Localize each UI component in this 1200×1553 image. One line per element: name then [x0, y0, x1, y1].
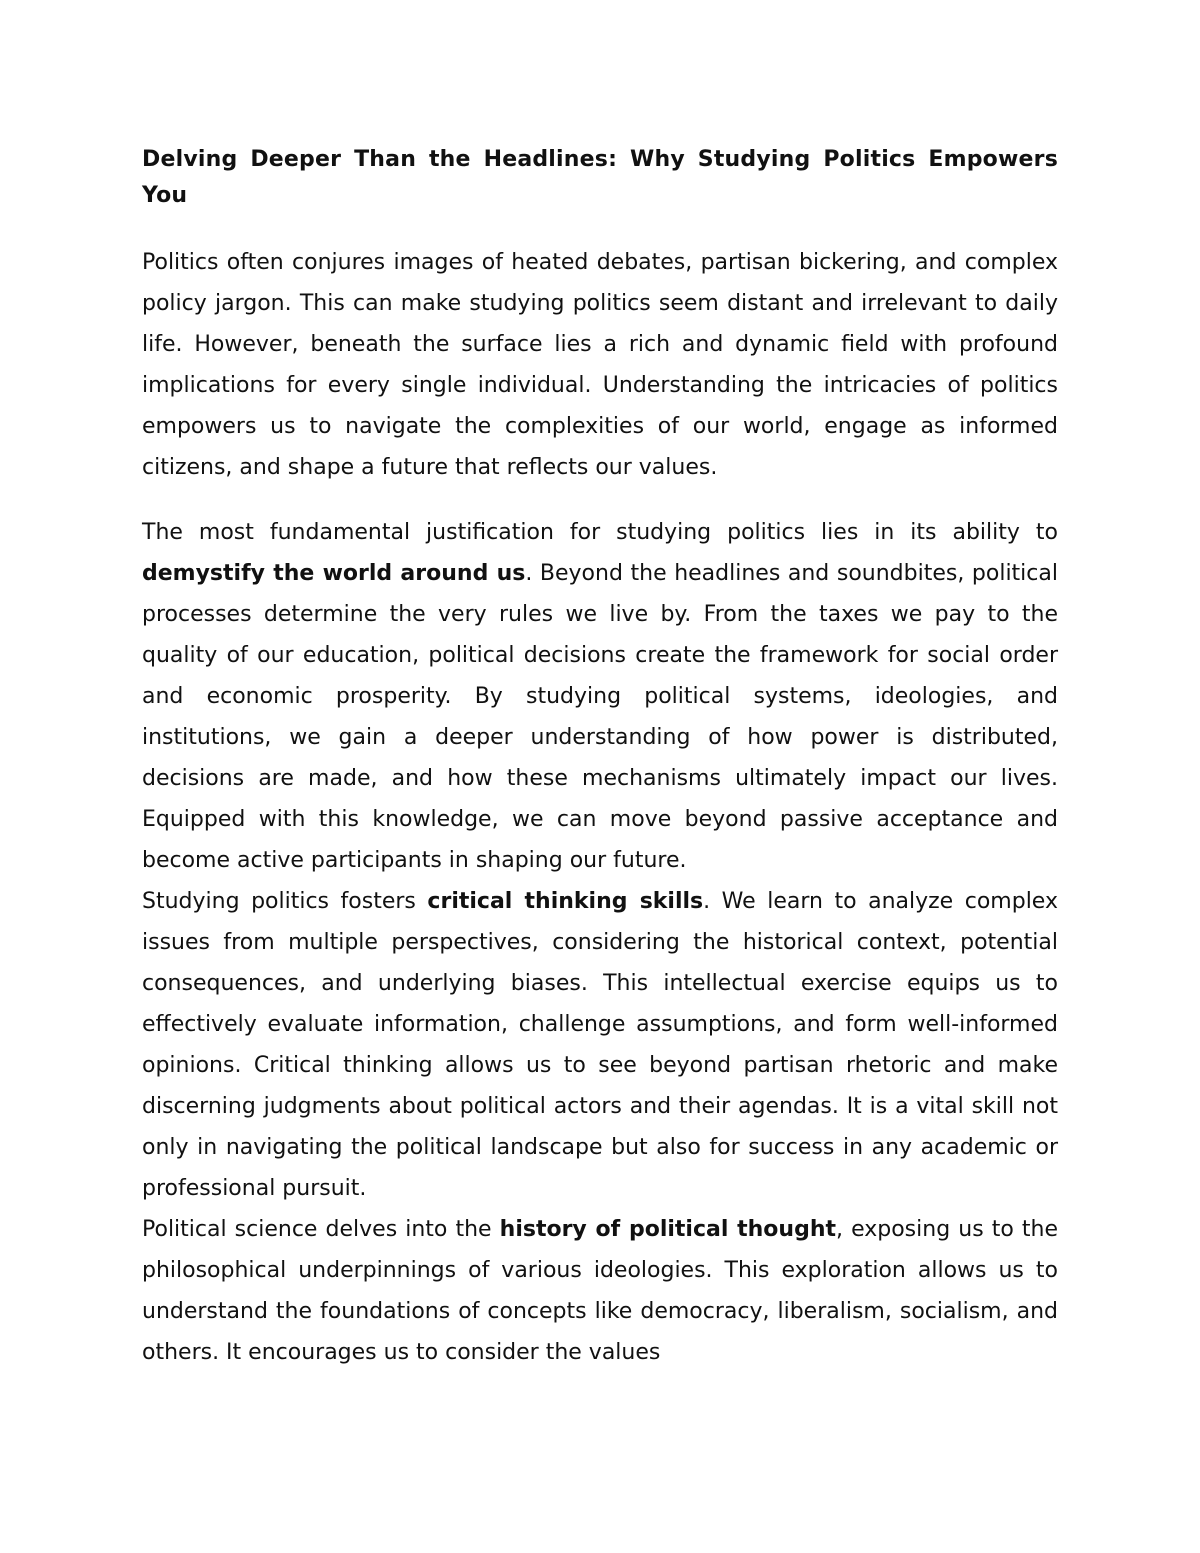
paragraph-critical-thinking: [142, 881, 1058, 1209]
paragraph-political-thought: [142, 1209, 1058, 1373]
document-title: Delving Deeper Than the Headlines: Why Studying Politics Empowers You: [142, 147, 1058, 208]
emphasis-demystify: demystify the world around us: [142, 561, 526, 586]
paragraph-intro: [142, 242, 1058, 488]
paragraph-text: Politics often conjures images of heated debates, partisan bickering, and complex policy jargon. This can make studying politics seem distant and irrelevant to daily life. However, beneath the surface lies a rich and dynamic field with profound implications for every single individual. Understanding the intricacies of politics empowers us to navigate the complexities of our world, engage as informed citizens, and shape a future that reflects our values.: [142, 250, 1058, 480]
paragraph-text-after: . We learn to analyze complex issues from multiple perspectives, considering the historical context, potential consequences, and underlying biases. This intellectual exercise equips us to effectively evaluate information, challenge assumptions, and form well-informed opinions. Critical thinking allows us to see beyond partisan rhetoric and make discerning judgments about political actors and their agendas. It is a vital skill not only in navigating the political landscape but also for success in any academic or professional pursuit.: [142, 889, 1058, 1201]
paragraph-demystify: [142, 512, 1058, 881]
paragraph-text-after: . Beyond the headlines and soundbites, political processes determine the very rules we live by. From the taxes we pay to the quality of our education, political decisions create the framework for social order and economic prosperity. By studying political systems, ideologies, and institutions, we gain a deeper understanding of how power is distributed, decisions are made, and how these mechanisms ultimately impact our lives. Equipped with this knowledge, we can move beyond passive acceptance and become active participants in shaping our future.: [142, 561, 1058, 873]
paragraph-text-before: Political science delves into the: [142, 1217, 500, 1242]
paragraph-text-before: The most fundamental justification for studying politics lies in its ability to: [142, 520, 1058, 545]
paragraph-text-after: , exposing us to the philosophical underpinnings of various ideologies. This exploration allows us to understand the foundations of concepts like democracy, liberalism, socialism, and others. It encourages us to consider the values: [142, 1217, 1059, 1365]
emphasis-political-thought: history of political thought: [499, 1217, 837, 1242]
paragraph-text-before: Studying politics fosters: [142, 889, 428, 914]
document-body: [142, 142, 1058, 1373]
emphasis-critical-thinking: critical thinking skills: [427, 889, 704, 914]
